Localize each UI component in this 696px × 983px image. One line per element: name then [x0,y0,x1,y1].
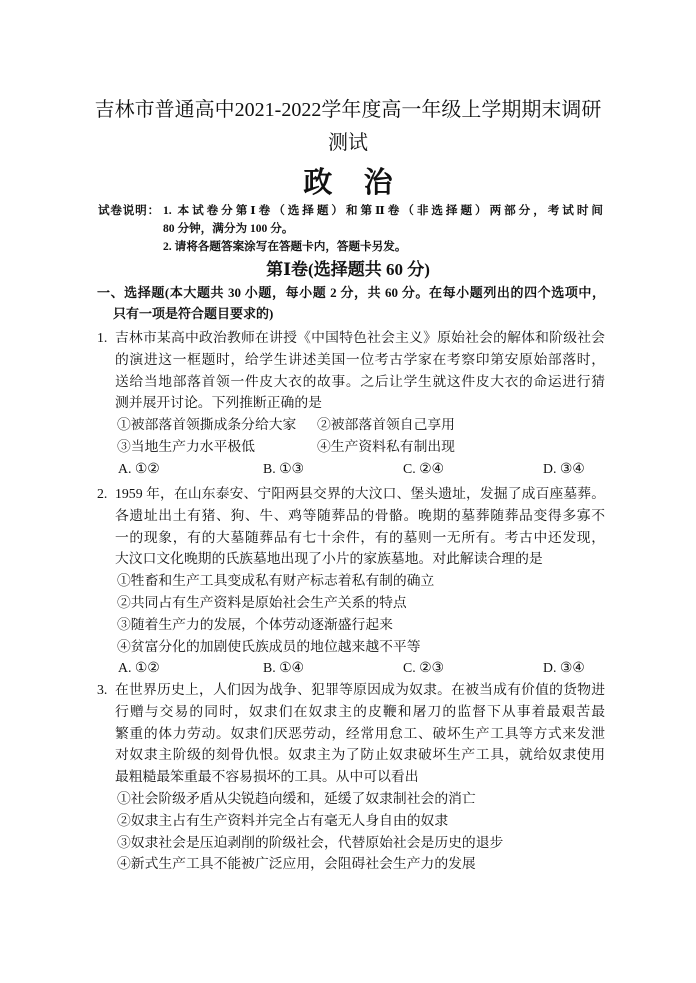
statement-2: ②共同占有生产资料是原始社会生产关系的特点 [117,594,407,610]
question-stem-line: 测并展开讨论。下列推断正确的是 [115,395,322,411]
statement-2: ②奴隶主占有生产资料并完全占有毫无人身自由的奴隶 [117,812,449,828]
part-1-title: 第Ⅰ卷(选择题共 60 分) [266,260,430,279]
option-b: B. ①④ [263,660,304,676]
statement-1: ①牲畜和生产工具变成私有财产标志着私有制的确立 [117,573,435,589]
question-3 [97,679,605,875]
statement-4: ④贫富分化的加剧使氏族成员的地位越来越不平等 [117,638,421,654]
instruction-item-1: 1. 本试卷分第Ⅰ卷（选择题）和第Ⅱ卷（非选择题）两部分，考试时间 [163,204,603,217]
instructions-label: 试卷说明： [98,204,160,217]
question-2 [97,483,605,679]
option-c: C. ②④ [403,460,444,476]
section-heading-line: 一、选择题(本大题共 30 小题，每小题 2 分，共 60 分。在每小题列出的四个选项中， [97,285,605,300]
question-1 [97,327,605,480]
question-stem-line [97,679,605,701]
statement-2: ②被部落首领自己享用 [317,417,455,433]
option-d: D. ③④ [543,460,585,476]
question-stem-line: 对奴隶主阶级的刻骨仇恨。奴隶主为了防止奴隶破坏生产工具，就给奴隶使用 [115,747,605,763]
exam-title: 吉林市普通高中2021-2022学年度高一年级上学期期末调研 [94,99,602,121]
question-stem-line: 繁重的体力劳动。奴隶们厌恶劳动，经常用怠工、破坏生产工具等方式来发泄 [115,725,605,741]
statement-row [97,414,605,436]
question-stem-line [97,327,605,349]
question-stem-text: 吉林市某高中政治教师在讲授《中国特色社会主义》原始社会的解体和阶级社会 [115,330,605,345]
statement-row [97,436,605,458]
instruction-item-2: 2. 请将各题答案涂写在答题卡内，答题卡另发。 [163,240,407,253]
question-stem-line: 的演进这一框题时，给学生讲述美国一位考古学家在考察印第安原始部落时， [115,351,605,367]
question-number: 2. [97,486,108,501]
statement-1: ①被部落首领撕成条分给大家 [117,417,297,433]
exam-title-continuation: 测试 [328,132,368,154]
option-d: D. ③④ [543,660,585,676]
section-heading-line: 只有一项是符合题目要求的) [113,306,274,321]
answer-options [97,657,605,679]
subject-heading: 政 治 [303,167,393,199]
statement-3: ③当地生产力水平极低 [117,438,255,454]
statement-3: ③奴隶社会是压迫剥削的阶级社会，代替原始社会是历史的退步 [117,834,504,850]
question-stem-line: 大汶口文化晚期的氏族墓地出现了小片的家族墓地。对此解读合理的是 [115,551,543,567]
question-stem-line: 送给当地部落首领一件皮大衣的故事。之后让学生就这件皮大衣的命运进行猜 [115,373,605,389]
question-stem-text: 在世界历史上，人们因为战争、犯罪等原因成为奴隶。在被当成有价值的货物进 [115,682,605,697]
statement-1: ①社会阶级矛盾从尖锐趋向缓和，延缓了奴隶制社会的消亡 [117,790,476,806]
question-number: 1. [97,330,108,345]
answer-options [97,458,605,480]
section-heading [97,282,605,324]
question-stem-line: 最粗糙最笨重最不容易损坏的工具。从中可以看出 [115,769,419,785]
instruction-item-1-continued: 80 分钟，满分为 100 分。 [163,222,294,235]
option-b: B. ①③ [263,460,304,476]
option-c: C. ②③ [403,660,444,676]
option-a: A. ①② [118,660,160,676]
statement-4: ④新式生产工具不能被广泛应用，会阻碍社会生产力的发展 [117,856,476,872]
question-stem-line: 各遗址出土有猪、狗、牛、鸡等随葬品的骨骼。晚期的墓葬随葬品变得多寡不 [115,507,605,523]
question-stem-text: 1959 年，在山东泰安、宁阳两县交界的大汶口、堡头遗址，发掘了成百座墓葬。 [115,486,605,501]
question-stem-line [97,483,605,505]
statement-4: ④生产资料私有制出现 [317,438,455,454]
statement-3: ③随着生产力的发展，个体劳动逐渐盛行起来 [117,616,393,632]
question-number: 3. [97,682,108,697]
question-stem-line: 一的现象，有的大墓随葬品有七十余件，有的墓则一无所有。考古中还发现， [115,529,605,545]
option-a: A. ①② [118,460,160,476]
exam-instructions [163,202,603,256]
question-stem-line: 行赠与交易的同时，奴隶们在奴隶主的皮鞭和屠刀的监督下从事着最艰苦最 [115,703,605,719]
